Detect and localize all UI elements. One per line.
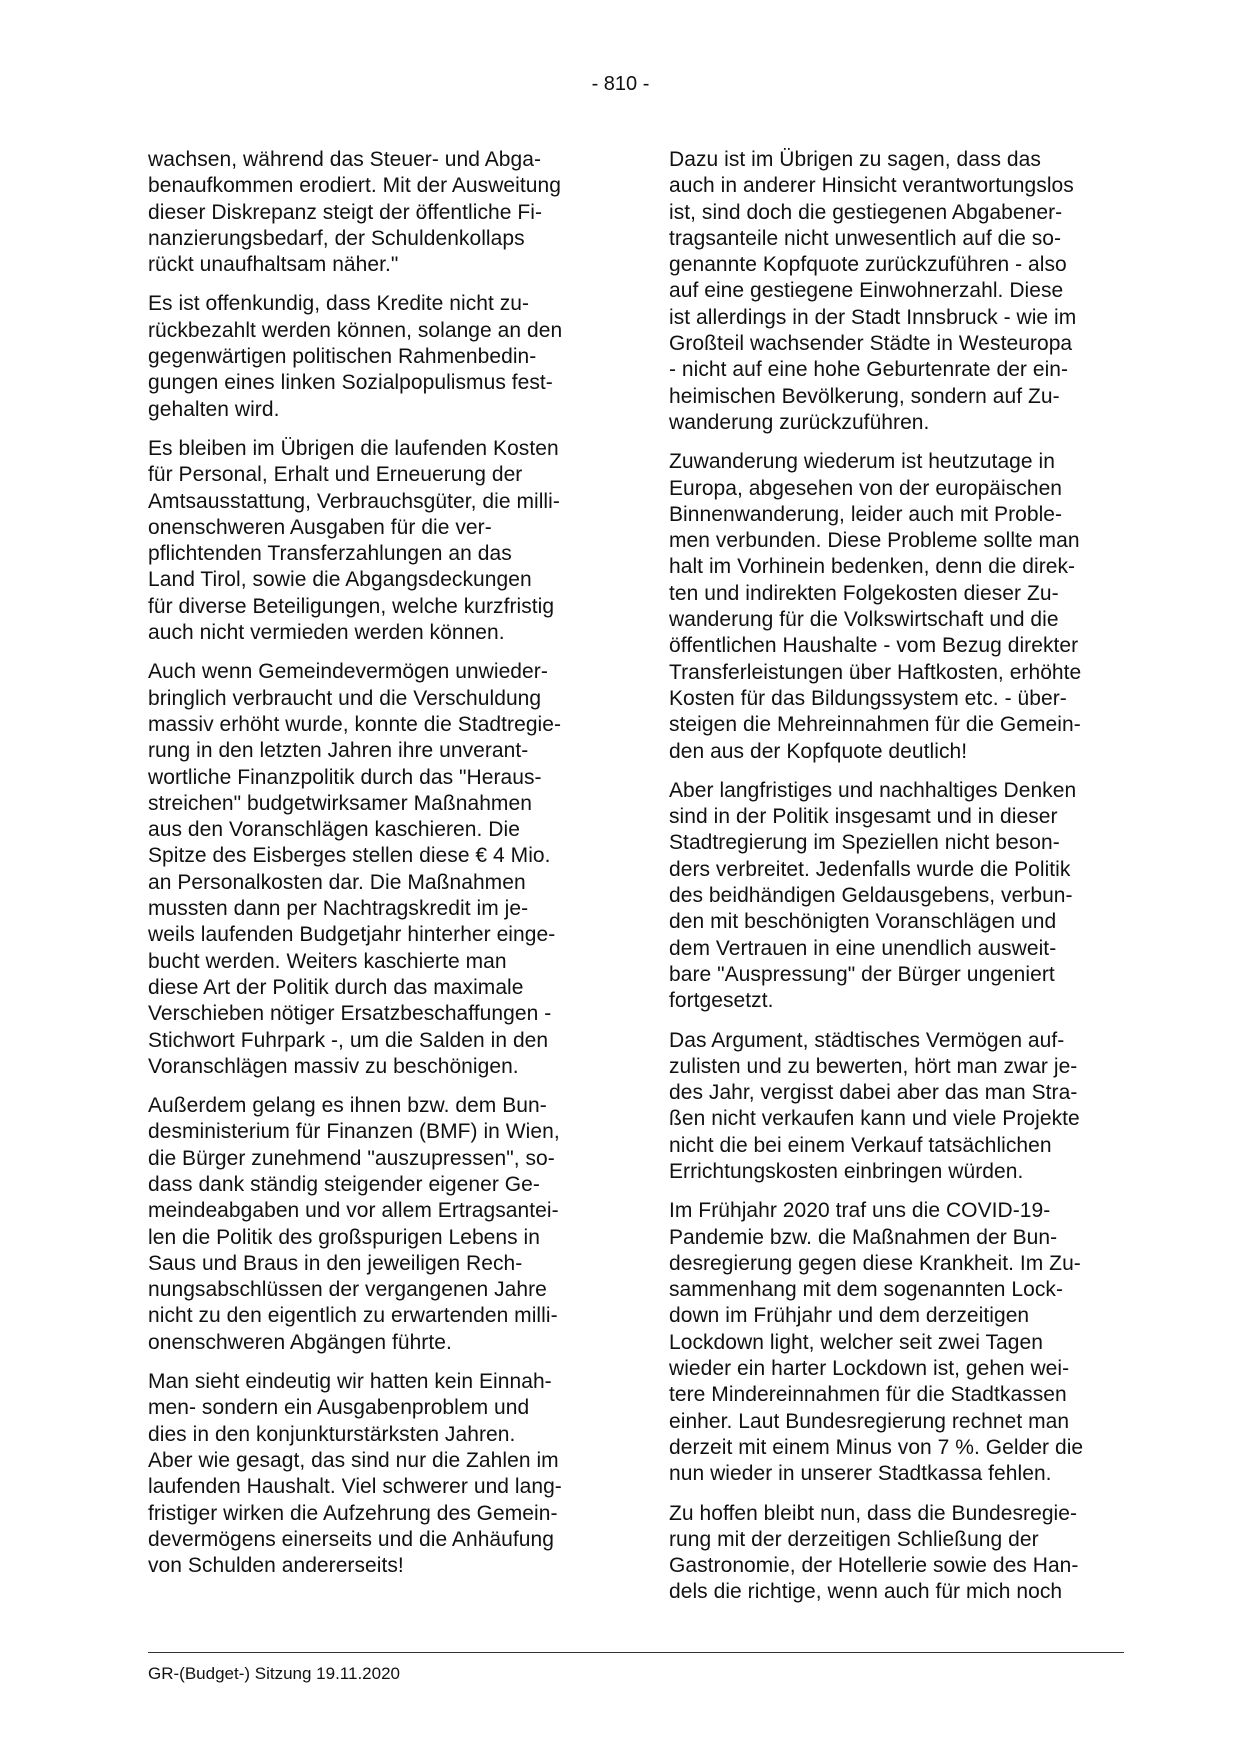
text-line: die Bürger zunehmend "auszupressen", so-: [148, 1146, 555, 1170]
text-line: für diverse Beteiligungen, welche kurzfristig: [148, 594, 555, 618]
text-line: des beidhändigen Geldausgebens, verbun-: [669, 884, 1073, 908]
text-line: sind in der Politik insgesamt und in dieser: [669, 805, 1058, 829]
text-line: Es bleiben im Übrigen die laufenden Kosten: [148, 436, 559, 460]
text-line: wanderung für die Volkswirtschaft und die: [669, 608, 1059, 632]
text-line: Europa, abgesehen von der europäischen: [669, 476, 1063, 500]
text-line: Transferleistungen über Haftkosten, erhöhte: [669, 660, 1082, 684]
text-line: Zu hoffen bleibt nun, dass die Bundesregie-: [669, 1501, 1078, 1525]
text-line: laufenden Haushalt. Viel schwerer und lang-: [148, 1475, 562, 1499]
text-line: men- sondern ein Ausgabenproblem und: [148, 1396, 530, 1420]
paragraph: [669, 1028, 1124, 1186]
right-column: [669, 147, 1124, 1619]
text-line: Aber langfristiges und nachhaltiges Denken: [669, 778, 1077, 802]
text-line: Man sieht eindeutig wir hatten kein Einnah-: [148, 1370, 552, 1394]
text-line: Es ist offenkundig, dass Kredite nicht zu-: [148, 292, 530, 316]
text-line: von Schulden andererseits!: [148, 1554, 404, 1578]
text-line: gehalten wird.: [148, 397, 280, 421]
text-line: sammenhang mit dem sogenannten Lock-: [669, 1278, 1064, 1302]
text-line: - nicht auf eine hohe Geburtenrate der ein-: [669, 358, 1069, 382]
text-line: bare "Auspressung" der Bürger ungeniert: [669, 962, 1055, 986]
text-line: wieder ein harter Lockdown ist, gehen wei-: [669, 1357, 1070, 1381]
text-line: nun wieder in unserer Stadtkassa fehlen.: [669, 1462, 1052, 1486]
text-line: halt im Vorhinein bedenken, denn die direk-: [669, 555, 1076, 579]
footer-session-label: GR-(Budget-) Sitzung 19.11.2020: [148, 1664, 400, 1683]
text-line: dieser Diskrepanz steigt der öffentliche Fi-: [148, 200, 542, 224]
text-line: ist, sind doch die gestiegenen Abgabener-: [669, 200, 1063, 224]
text-line: zulisten und zu bewerten, hört man zwar je-: [669, 1054, 1078, 1078]
text-line: öffentlichen Haushalte - vom Bezug direkter: [669, 634, 1079, 658]
text-line: bucht werden. Weiters kaschierte man: [148, 949, 507, 973]
paragraph: [148, 1369, 603, 1579]
text-line: onenschweren Abgängen führte.: [148, 1330, 452, 1354]
paragraph: [148, 1093, 603, 1356]
paragraph: [669, 778, 1124, 1015]
paragraph: [148, 147, 603, 278]
text-line: nungsabschlüssen der vergangenen Jahre: [148, 1278, 547, 1302]
text-line: Großteil wachsender Städte in Westeuropa: [669, 332, 1073, 356]
text-line: wortliche Finanzpolitik durch das "Heraus-: [148, 765, 542, 789]
text-line: an Personalkosten dar. Die Maßnahmen: [148, 870, 526, 894]
text-line: Aber wie gesagt, das sind nur die Zahlen im: [148, 1448, 559, 1472]
text-line: Kosten für das Bildungssystem etc. - über-: [669, 686, 1067, 710]
text-line: ten und indirekten Folgekosten dieser Zu-: [669, 581, 1059, 605]
paragraph: [148, 436, 603, 646]
text-line: Voranschlägen massiv zu beschönigen.: [148, 1054, 519, 1078]
paragraph: [669, 1501, 1124, 1606]
text-line: Verschieben nötiger Ersatzbeschaffungen -: [148, 1002, 552, 1026]
text-line: dels die richtige, wenn auch für mich noch: [669, 1580, 1063, 1604]
text-line: tere Mindereinnahmen für die Stadtkassen: [669, 1383, 1067, 1407]
text-line: auch in anderer Hinsicht verantwortungslos: [669, 174, 1074, 198]
paragraph: [669, 147, 1124, 436]
text-line: diese Art der Politik durch das maximale: [148, 975, 524, 999]
text-line: mussten dann per Nachtragskredit im je-: [148, 897, 529, 921]
text-line: tragsanteile nicht unwesentlich auf die so-: [669, 226, 1062, 250]
text-line: den mit beschönigten Voranschlägen und: [669, 910, 1057, 934]
text-line: steigen die Mehreinnahmen für die Gemein-: [669, 713, 1081, 737]
text-line: Pandemie bzw. die Maßnahmen der Bun-: [669, 1225, 1058, 1249]
text-line: Stichwort Fuhrpark -, um die Salden in den: [148, 1028, 549, 1052]
footer-divider: [148, 1652, 1124, 1653]
text-line: Das Argument, städtisches Vermögen auf-: [669, 1028, 1065, 1052]
text-line: des Jahr, vergisst dabei aber das man Stra-: [669, 1081, 1078, 1105]
text-line: Stadtregierung im Speziellen nicht beson-: [669, 831, 1060, 855]
text-line: rung in den letzten Jahren ihre unverant-: [148, 739, 529, 763]
text-line: Land Tirol, sowie die Abgangsdeckungen: [148, 568, 532, 592]
text-line: für Personal, Erhalt und Erneuerung der: [148, 463, 523, 487]
paragraph: [669, 1198, 1124, 1487]
text-line: meindeabgaben und vor allem Ertragsantei-: [148, 1199, 559, 1223]
text-line: rückt unaufhaltsam näher.": [148, 253, 399, 277]
text-line: nicht zu den eigentlich zu erwartenden milli-: [148, 1304, 558, 1328]
text-line: derzeit mit einem Minus von 7 %. Gelder die: [669, 1435, 1084, 1459]
text-line: ders verbreitet. Jedenfalls wurde die Politik: [669, 857, 1071, 881]
paragraph: [669, 449, 1124, 765]
text-line: wanderung zurückzuführen.: [669, 410, 930, 434]
text-line: dass dank ständig steigender eigener Ge-: [148, 1172, 540, 1196]
left-column: [148, 147, 603, 1592]
text-line: ßen nicht verkaufen kann und viele Projekte: [669, 1107, 1080, 1131]
text-line: Auch wenn Gemeindevermögen unwieder-: [148, 660, 548, 684]
text-line: genannte Kopfquote zurückzuführen - also: [669, 253, 1067, 277]
text-line: Saus und Braus in den jeweiligen Rech-: [148, 1251, 523, 1275]
text-line: Im Frühjahr 2020 traf uns die COVID-19-: [669, 1199, 1051, 1223]
text-line: bringlich verbraucht und die Verschuldung: [148, 686, 542, 710]
text-line: massiv erhöht wurde, konnte die Stadtregie-: [148, 712, 562, 736]
text-line: weils laufenden Budgetjahr hinterher einge-: [148, 923, 556, 947]
text-line: men verbunden. Diese Probleme sollte man: [669, 529, 1080, 553]
text-line: ist allerdings in der Stadt Innsbruck - wie im: [669, 305, 1077, 329]
text-line: wachsen, während das Steuer- und Abga-: [148, 148, 541, 171]
text-line: desministerium für Finanzen (BMF) in Wien,: [148, 1120, 560, 1144]
text-line: fristiger wirken die Aufzehrung des Gemein-: [148, 1501, 558, 1525]
text-line: Binnenwanderung, leider auch mit Proble-: [669, 502, 1063, 526]
text-line: len die Politik des großspurigen Lebens in: [148, 1225, 541, 1249]
text-line: rückbezahlt werden können, solange an den: [148, 318, 563, 342]
text-line: Außerdem gelang es ihnen bzw. dem Bun-: [148, 1094, 547, 1118]
text-line: nanzierungsbedarf, der Schuldenkollaps: [148, 226, 525, 250]
paragraph: [148, 291, 603, 422]
paragraph: [148, 659, 603, 1080]
text-line: fortgesetzt.: [669, 989, 774, 1013]
text-line: Amtsausstattung, Verbrauchsgüter, die milli-: [148, 489, 560, 513]
text-line: gungen eines linken Sozialpopulismus fest-: [148, 371, 553, 395]
text-line: streichen" budgetwirksamer Maßnahmen: [148, 791, 532, 815]
text-line: gegenwärtigen politischen Rahmenbedin-: [148, 345, 537, 369]
text-line: Zuwanderung wiederum ist heutzutage in: [669, 450, 1055, 474]
page-number: - 810 -: [591, 73, 650, 95]
text-line: Spitze des Eisberges stellen diese € 4 Mio.: [148, 844, 551, 868]
text-line: einher. Laut Bundesregierung rechnet man: [669, 1409, 1070, 1433]
text-line: nicht die bei einem Verkauf tatsächlichen: [669, 1133, 1052, 1157]
text-line: Gastronomie, der Hotellerie sowie des Han-: [669, 1554, 1079, 1578]
text-line: dies in den konjunkturstärksten Jahren.: [148, 1422, 516, 1446]
text-line: dem Vertrauen in eine unendlich ausweit-: [669, 936, 1057, 960]
text-line: den aus der Kopfquote deutlich!: [669, 739, 968, 763]
text-line: down im Frühjahr und dem derzeitigen: [669, 1304, 1030, 1328]
text-line: rung mit der derzeitigen Schließung der: [669, 1527, 1039, 1551]
text-line: onenschweren Ausgaben für die ver-: [148, 515, 492, 539]
text-line: aus den Voranschlägen kaschieren. Die: [148, 818, 520, 842]
text-line: desregierung gegen diese Krankheit. Im Zu-: [669, 1251, 1081, 1275]
text-line: devermögens einerseits und die Anhäufung: [148, 1527, 554, 1551]
text-line: pflichtenden Transferzahlungen an das: [148, 542, 512, 566]
text-line: auch nicht vermieden werden können.: [148, 621, 505, 645]
text-line: Errichtungskosten einbringen würden.: [669, 1159, 1024, 1183]
text-line: benaufkommen erodiert. Mit der Ausweitung: [148, 174, 561, 198]
text-line: Lockdown light, welcher seit zwei Tagen: [669, 1330, 1043, 1354]
text-line: auf eine gestiegene Einwohnerzahl. Diese: [669, 279, 1064, 303]
text-line: heimischen Bevölkerung, sondern auf Zu-: [669, 384, 1060, 408]
text-line: Dazu ist im Übrigen zu sagen, dass das: [669, 148, 1041, 171]
